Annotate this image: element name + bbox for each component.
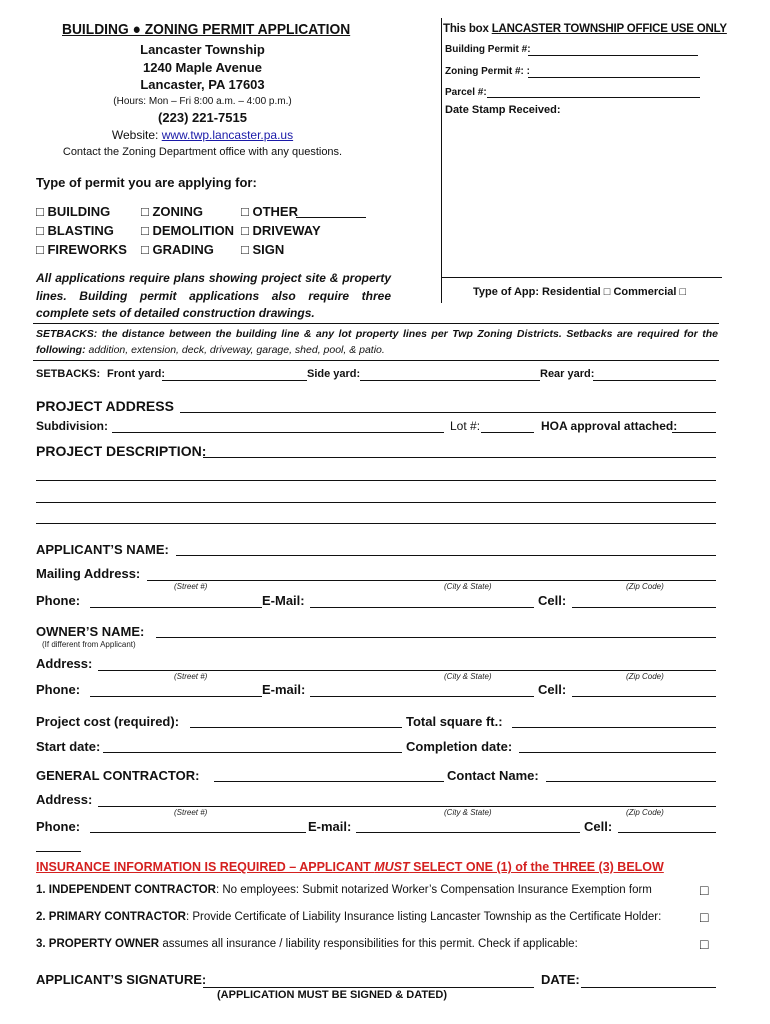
- parcel-label: Parcel #:: [445, 87, 487, 98]
- insurance-heading: INSURANCE INFORMATION IS REQUIRED – APPLICANT MUST SELECT ONE (1) of the THREE (3) BELOW: [36, 860, 664, 874]
- insurance-option-1: 1. INDEPENDENT CONTRACTOR: No employees: Submit notarized Worker’s Compensation Insurance Exemption form: [36, 884, 652, 896]
- completion-date-label: Completion date:: [406, 739, 513, 754]
- signature-note: (APPLICATION MUST BE SIGNED & DATED): [217, 989, 447, 1001]
- signature-date-field[interactable]: [581, 987, 716, 988]
- owner-email-label: E-mail:: [262, 682, 306, 697]
- owner-if-different: (If different from Applicant): [42, 640, 136, 649]
- contractor-cell-field[interactable]: [618, 832, 716, 833]
- insurance-option-3-checkbox[interactable]: □: [700, 936, 709, 952]
- signature-field[interactable]: [203, 987, 534, 988]
- project-address-field[interactable]: [180, 412, 716, 413]
- plans-note: All applications require plans showing project site & property lines. Building permit applications also require three complete sets of detailed construction drawings.: [36, 271, 391, 320]
- org-name: Lancaster Township: [140, 42, 265, 57]
- applicant-phone-label: Phone:: [36, 593, 81, 608]
- owner-address-label: Address:: [36, 656, 93, 671]
- contractor-cell-label: Cell:: [584, 819, 613, 834]
- type-of-app-divider: [441, 277, 722, 278]
- owner-cell-field[interactable]: [572, 696, 716, 697]
- building-permit-field[interactable]: [528, 55, 698, 56]
- completion-date-field[interactable]: [519, 752, 716, 753]
- applicant-cell-field[interactable]: [572, 607, 716, 608]
- project-description-line-3[interactable]: [36, 502, 716, 503]
- applicant-email-label: E-Mail:: [262, 593, 305, 608]
- applicant-street-hint: (Street #): [174, 582, 208, 591]
- applicant-name-field[interactable]: [176, 555, 716, 556]
- org-phone: (223) 221-7515: [158, 110, 247, 125]
- owner-email-field[interactable]: [310, 696, 534, 697]
- subdivision-label: Subdivision:: [36, 419, 108, 433]
- project-description-line-4[interactable]: [36, 523, 716, 524]
- total-sqft-label: Total square ft.:: [406, 714, 503, 729]
- project-address-label: PROJECT ADDRESS: [36, 398, 174, 414]
- hoa-field[interactable]: [672, 432, 716, 433]
- website-row: [60, 128, 345, 142]
- permit-fireworks[interactable]: □ FIREWORKS: [36, 242, 127, 257]
- contractor-city-hint: (City & State): [444, 808, 492, 817]
- owner-cell-label: Cell:: [538, 682, 567, 697]
- start-date-field[interactable]: [103, 752, 402, 753]
- contractor-phone-label: Phone:: [36, 819, 81, 834]
- office-use-box: [441, 18, 723, 303]
- rear-yard-label: Rear yard:: [540, 368, 595, 380]
- zoning-permit-field[interactable]: [528, 77, 700, 78]
- permit-grading[interactable]: □ GRADING: [141, 242, 214, 257]
- date-stamp-label: Date Stamp Received:: [445, 104, 561, 116]
- total-sqft-field[interactable]: [512, 727, 716, 728]
- contact-name-field[interactable]: [546, 781, 716, 782]
- permit-zoning[interactable]: □ ZONING: [141, 204, 204, 219]
- office-hours: (Hours: Mon – Fri 8:00 a.m. – 4:00 p.m.): [113, 96, 292, 107]
- insurance-option-3: 3. PROPERTY OWNER assumes all insurance / liability responsibilities for this permit. Check if applicable:: [36, 938, 578, 950]
- signature-label: APPLICANT’S SIGNATURE:: [36, 972, 207, 987]
- type-of-app: Type of App: Residential □ Commercial □: [473, 286, 687, 298]
- applicant-phone-field[interactable]: [90, 607, 262, 608]
- permit-demolition[interactable]: □ DEMOLITION: [141, 223, 235, 238]
- hoa-label: HOA approval attached:: [541, 419, 678, 433]
- parcel-field[interactable]: [487, 97, 700, 98]
- project-description-label: PROJECT DESCRIPTION:: [36, 443, 207, 459]
- start-date-label: Start date:: [36, 739, 101, 754]
- applicant-name-label: APPLICANT’S NAME:: [36, 542, 169, 557]
- contractor-phone-field[interactable]: [90, 832, 306, 833]
- applicant-zip-hint: (Zip Code): [626, 582, 664, 591]
- website-link[interactable]: www.twp.lancaster.pa.us: [161, 128, 294, 142]
- owner-name-field[interactable]: [156, 637, 716, 638]
- contractor-address-field[interactable]: [98, 806, 716, 807]
- contact-name-label: Contact Name:: [447, 768, 539, 783]
- permit-other[interactable]: □ OTHER: [241, 204, 298, 219]
- contractor-email-label: E-mail:: [308, 819, 352, 834]
- setbacks-note: SETBACKS: the distance between the building line & any lot property lines per Twp Zoning Districts. Setbacks are required for the following: addition, extension, deck, driveway, garage, shed, pool, & patio.: [36, 328, 718, 356]
- permit-blasting[interactable]: □ BLASTING: [36, 223, 114, 238]
- contractor-cell-field-wrap[interactable]: [36, 851, 81, 852]
- org-city: Lancaster, PA 17603: [140, 77, 265, 92]
- subdivision-field[interactable]: [112, 432, 444, 433]
- org-street: 1240 Maple Avenue: [143, 60, 262, 75]
- mailing-address-field[interactable]: [147, 580, 716, 581]
- contractor-email-field[interactable]: [356, 832, 580, 833]
- contact-note: Contact the Zoning Department office with any questions.: [62, 146, 343, 158]
- contractor-zip-hint: (Zip Code): [626, 808, 664, 817]
- front-yard-field[interactable]: [162, 380, 307, 381]
- applicant-city-hint: (City & State): [444, 582, 492, 591]
- insurance-option-1-checkbox[interactable]: □: [700, 882, 709, 898]
- front-yard-label: Front yard:: [107, 368, 166, 380]
- building-permit-label: Building Permit #:: [445, 44, 531, 55]
- side-yard-label: Side yard:: [307, 368, 361, 380]
- project-description-line-2[interactable]: [36, 480, 716, 481]
- zoning-permit-label: Zoning Permit #: :: [445, 66, 530, 77]
- applicant-email-field[interactable]: [310, 607, 534, 608]
- permit-other-field[interactable]: [296, 217, 366, 218]
- form-title: BUILDING ● ZONING PERMIT APPLICATION: [62, 21, 351, 38]
- contractor-street-hint: (Street #): [174, 808, 208, 817]
- lot-field[interactable]: [481, 432, 534, 433]
- owner-name-label: OWNER’S NAME:: [36, 624, 145, 639]
- project-description-line-1[interactable]: [203, 457, 716, 458]
- rear-yard-field[interactable]: [593, 380, 716, 381]
- permit-type-heading: Type of permit you are applying for:: [36, 175, 257, 190]
- mailing-address-label: Mailing Address:: [36, 566, 141, 581]
- setbacks-label: SETBACKS:: [36, 368, 101, 380]
- side-yard-field[interactable]: [360, 380, 540, 381]
- applicant-cell-label: Cell:: [538, 593, 567, 608]
- permit-sign[interactable]: □ SIGN: [241, 242, 285, 257]
- owner-phone-field[interactable]: [90, 696, 262, 697]
- project-cost-field[interactable]: [190, 727, 402, 728]
- owner-street-hint: (Street #): [174, 672, 208, 681]
- lot-label: Lot #:: [450, 419, 481, 433]
- contractor-address-label: Address:: [36, 792, 93, 807]
- permit-building[interactable]: □ BUILDING: [36, 204, 111, 219]
- insurance-option-2: 2. PRIMARY CONTRACTOR: Provide Certificate of Liability Insurance listing Lancaster Township as the Certificate Holder:: [36, 911, 662, 923]
- permit-driveway[interactable]: □ DRIVEWAY: [241, 223, 321, 238]
- owner-city-hint: (City & State): [444, 672, 492, 681]
- project-cost-label: Project cost (required):: [36, 714, 180, 729]
- owner-zip-hint: (Zip Code): [626, 672, 664, 681]
- owner-phone-label: Phone:: [36, 682, 81, 697]
- office-box-title: This box LANCASTER TOWNSHIP OFFICE USE ONLY: [443, 23, 727, 35]
- signature-date-label: DATE:: [541, 972, 580, 987]
- website-label: Website:: [111, 128, 159, 142]
- general-contractor-label: GENERAL CONTRACTOR:: [36, 768, 200, 783]
- owner-address-field[interactable]: [98, 670, 716, 671]
- general-contractor-field[interactable]: [214, 781, 444, 782]
- insurance-option-2-checkbox[interactable]: □: [700, 909, 709, 925]
